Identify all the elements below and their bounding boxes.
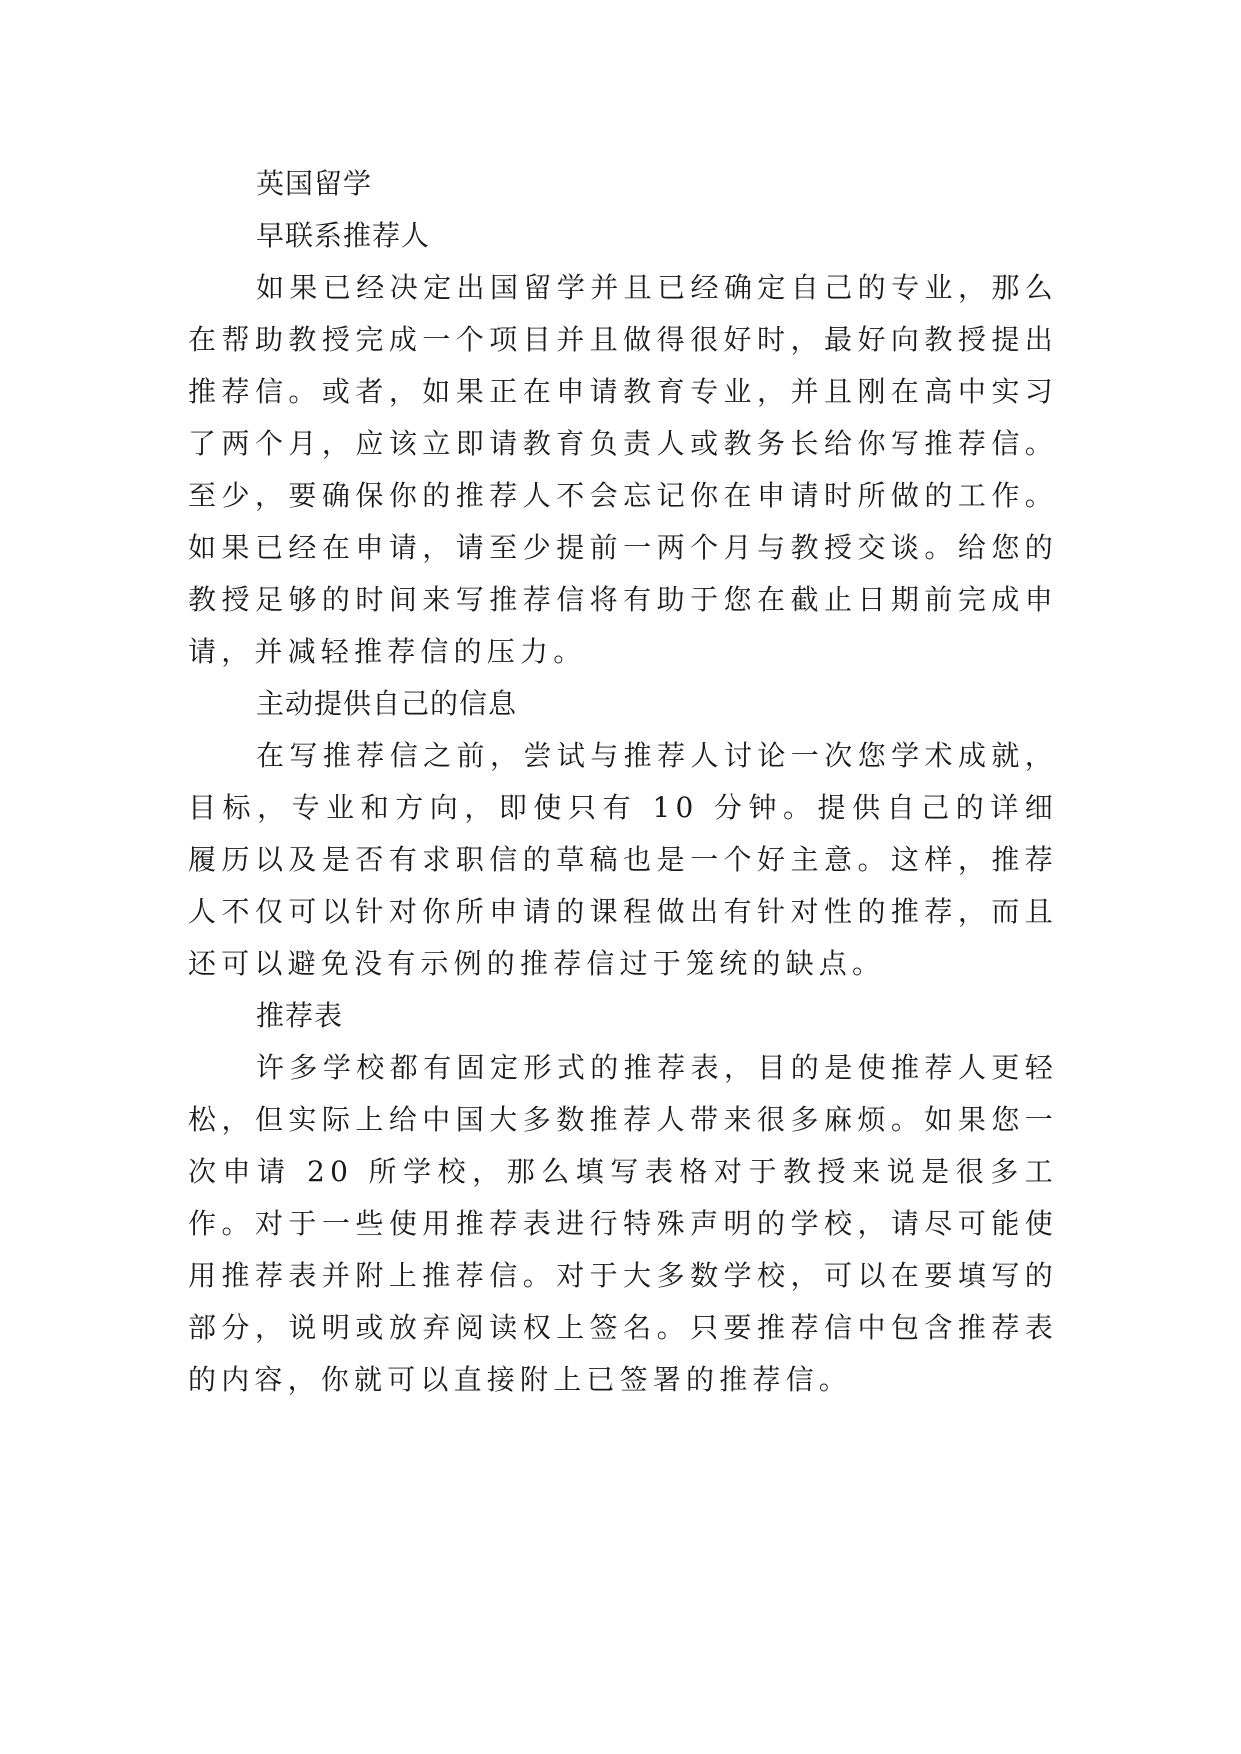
heading-provide-own-info: 主动提供自己的信息 (256, 687, 518, 720)
paragraph-recommendation-form: 许多学校都有固定形式的推荐表，目的是使推荐人更轻松，但实际上给中国大多数推荐人带来很多麻烦。如果您一次申请 20 所学校，那么填写表格对于教授来说是很多工作。对于一些使用推荐表进行特殊声明的学校，请尽可能使用推荐表并附上推荐信。对于大多数学校，可以在要填写的部分，说明或放弃阅读权上签名。只要推荐信中包含推荐表的内容，你就可以直接附上已签署的推荐信。 (188, 1051, 1058, 1396)
document-body (188, 158, 1058, 1406)
heading-recommendation-form: 推荐表 (256, 999, 344, 1032)
heading-study-in-uk: 英国留学 (256, 167, 373, 200)
paragraph-contact-recommender-early: 如果已经决定出国留学并且已经确定自己的专业，那么在帮助教授完成一个项目并且做得很好时，最好向教授提出推荐信。或者，如果正在申请教育专业，并且刚在高中实习了两个月，应该立即请教育负责人或教务长给你写推荐信。至少，要确保你的推荐人不会忘记你在申请时所做的工作。如果已经在申请，请至少提前一两个月与教授交谈。给您的教授足够的时间来写推荐信将有助于您在截止日期前完成申请，并减轻推荐信的压力。 (188, 271, 1058, 668)
heading-contact-recommender-early: 早联系推荐人 (256, 219, 431, 252)
paragraph-provide-own-info: 在写推荐信之前，尝试与推荐人讨论一次您学术成就，目标，专业和方向，即使只有 10 分钟。提供自己的详细履历以及是否有求职信的草稿也是一个好主意。这样，推荐人不仅可以针对你所申请的课程做出有针对性的推荐，而且还可以避免没有示例的推荐信过于笼统的缺点。 (188, 739, 1058, 980)
